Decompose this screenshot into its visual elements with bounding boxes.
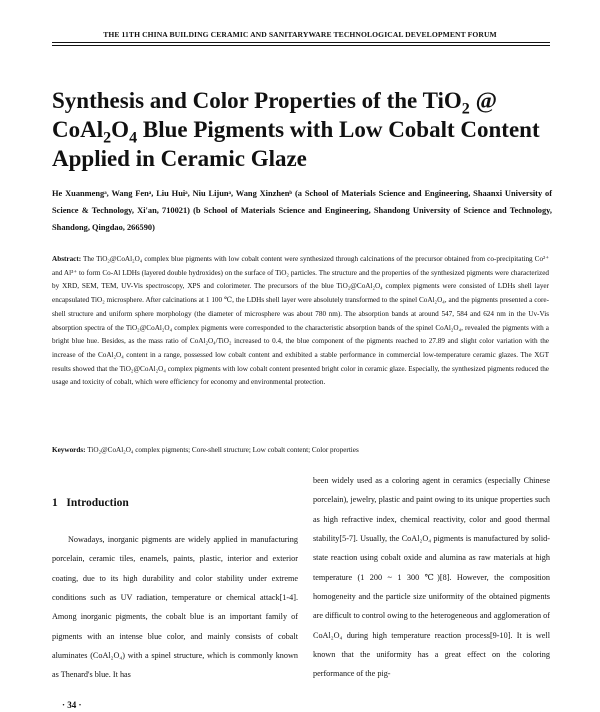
intro-paragraph-right: been widely used as a coloring agent in ceramics (especially Chinese porcelain), jewelry, plastic and paint owing to its unique properties such as high refractive index, chemical reactivity, color and good thermal stability[5-7]. Usually, the CoAl₂O₄ pigments is manufactured by solid-state reaction using cobalt oxide and alumina as raw materials at high temperature (1 200 ~ 1 300 ℃)[8]. However, the composition homogeneity and the particle size uniformity of the obtained pigments are difficult to control owing to the heterogeneous and agglomeration of CoAl₂O₄ during high temperature reaction process[9-10]. It is well known that the uniformity has a great effect on the coloring performance of the pig- [313, 476, 550, 679]
left-column [52, 530, 298, 685]
abstract-label: Abstract: [52, 255, 82, 263]
keywords [52, 444, 549, 457]
header-rule-top [52, 42, 550, 43]
keywords-label: Keywords: [52, 446, 86, 454]
paper-title: Synthesis and Color Properties of the TiO$_2$ @ $CoAl_2O_4$ Blue Pigments with Low Cobalt Content Applied in Ceramic Glaze [52, 88, 540, 171]
abstract [52, 253, 549, 390]
intro-paragraph-left: Nowadays, inorganic pigments are widely applied in manufacturing porcelain, ceramic tiles, enamels, paints, plastic, interior and exterior coating, due to its high durability and color stability under extreme conditions such as UV radiation, temperature or chemical attack[1-4]. Among inorganic pigments, the cobalt blue is an important family of pigments with an intense blue color, and mainly consists of cobalt aluminates (CoAl₂O₄) with a spinel structure, which is commonly known as Thenard's blue. It has [52, 535, 298, 680]
keywords-text: TiO₂@CoAl₂O₄ complex pigments; Core-shell structure; Low cobalt content; Color properties [85, 446, 359, 454]
forum-header: THE 11TH CHINA BUILDING CERAMIC AND SANITARYWARE TECHNOLOGICAL DEVELOPMENT FORUM [103, 30, 497, 39]
section-heading-introduction: 1 Introduction [52, 497, 129, 509]
right-column [313, 471, 550, 684]
page-number: · 34 · [62, 700, 82, 710]
header-rule-bottom [52, 45, 550, 46]
abstract-text: The TiO₂@CoAl₂O₄ complex blue pigments with low cobalt content were synthesized through calcinations of the precursor obtained from co-precipitating Co²⁺ and Al³⁺ to form Co-Al LDHs (layered double hydroxides) on the surface of TiO₂ particles. The structure and the properties of the synthesized pigments were characterized by XRD, SEM, TEM, UV-Vis spectroscopy, XPS and colorimeter. The precursors of the blue TiO₂@CoAl₂O₄ complex pigments were consisted of LDHs shell layer encapsulated TiO₂ microsphere. After calcinations at 1 100 ℃, the LDHs shell layer were absolutely transformed to the spinel CoAl₂O₄, and the pigments presented a core-shell structure and uniform sphere morphology (the diameter of microsphere was about 780 nm). The absorption bands at around 547, 584 and 624 nm in the Uv-Vis absorption spectra of the TiO₂@CoAl₂O₄ complex pigments were corresponded to the characteristic absorption bands of the spinel CoAl₂O₄, revealed the pigments with a bright blue hue. Besides, as the mass ratio of CoAl₂O₄/TiO₂ increased to 0.4, the blue component of the pigments reached to 27.89 and slight color variation with the increase of the CoAl₂O₄ content in a range, possessed low cobalt content and exhibited a stable performance in commercial low-temperature ceramic glazes. The XGT results showed that the TiO₂@CoAl₂O₄ complex pigments with low cobalt content presented bright color in ceramic glaze. Especially, the synthesized pigments reduced the usage and toxicity of cobalt, which were efficiency for economy and environmental protection. [52, 255, 549, 387]
author-affiliations: He Xuanmengᵃ, Wang Fenᵃ, Liu Huiᵃ, Niu Lijunᵃ, Wang Xinzhenᵇ (a School of Materials Science and Engineering, Shaanxi University of Science & Technology, Xi'an, 710021) (b School of Materials Science and Engineering, Shandong University of Science and Technology, Shandong, Qingdao, 266590) [52, 189, 552, 232]
